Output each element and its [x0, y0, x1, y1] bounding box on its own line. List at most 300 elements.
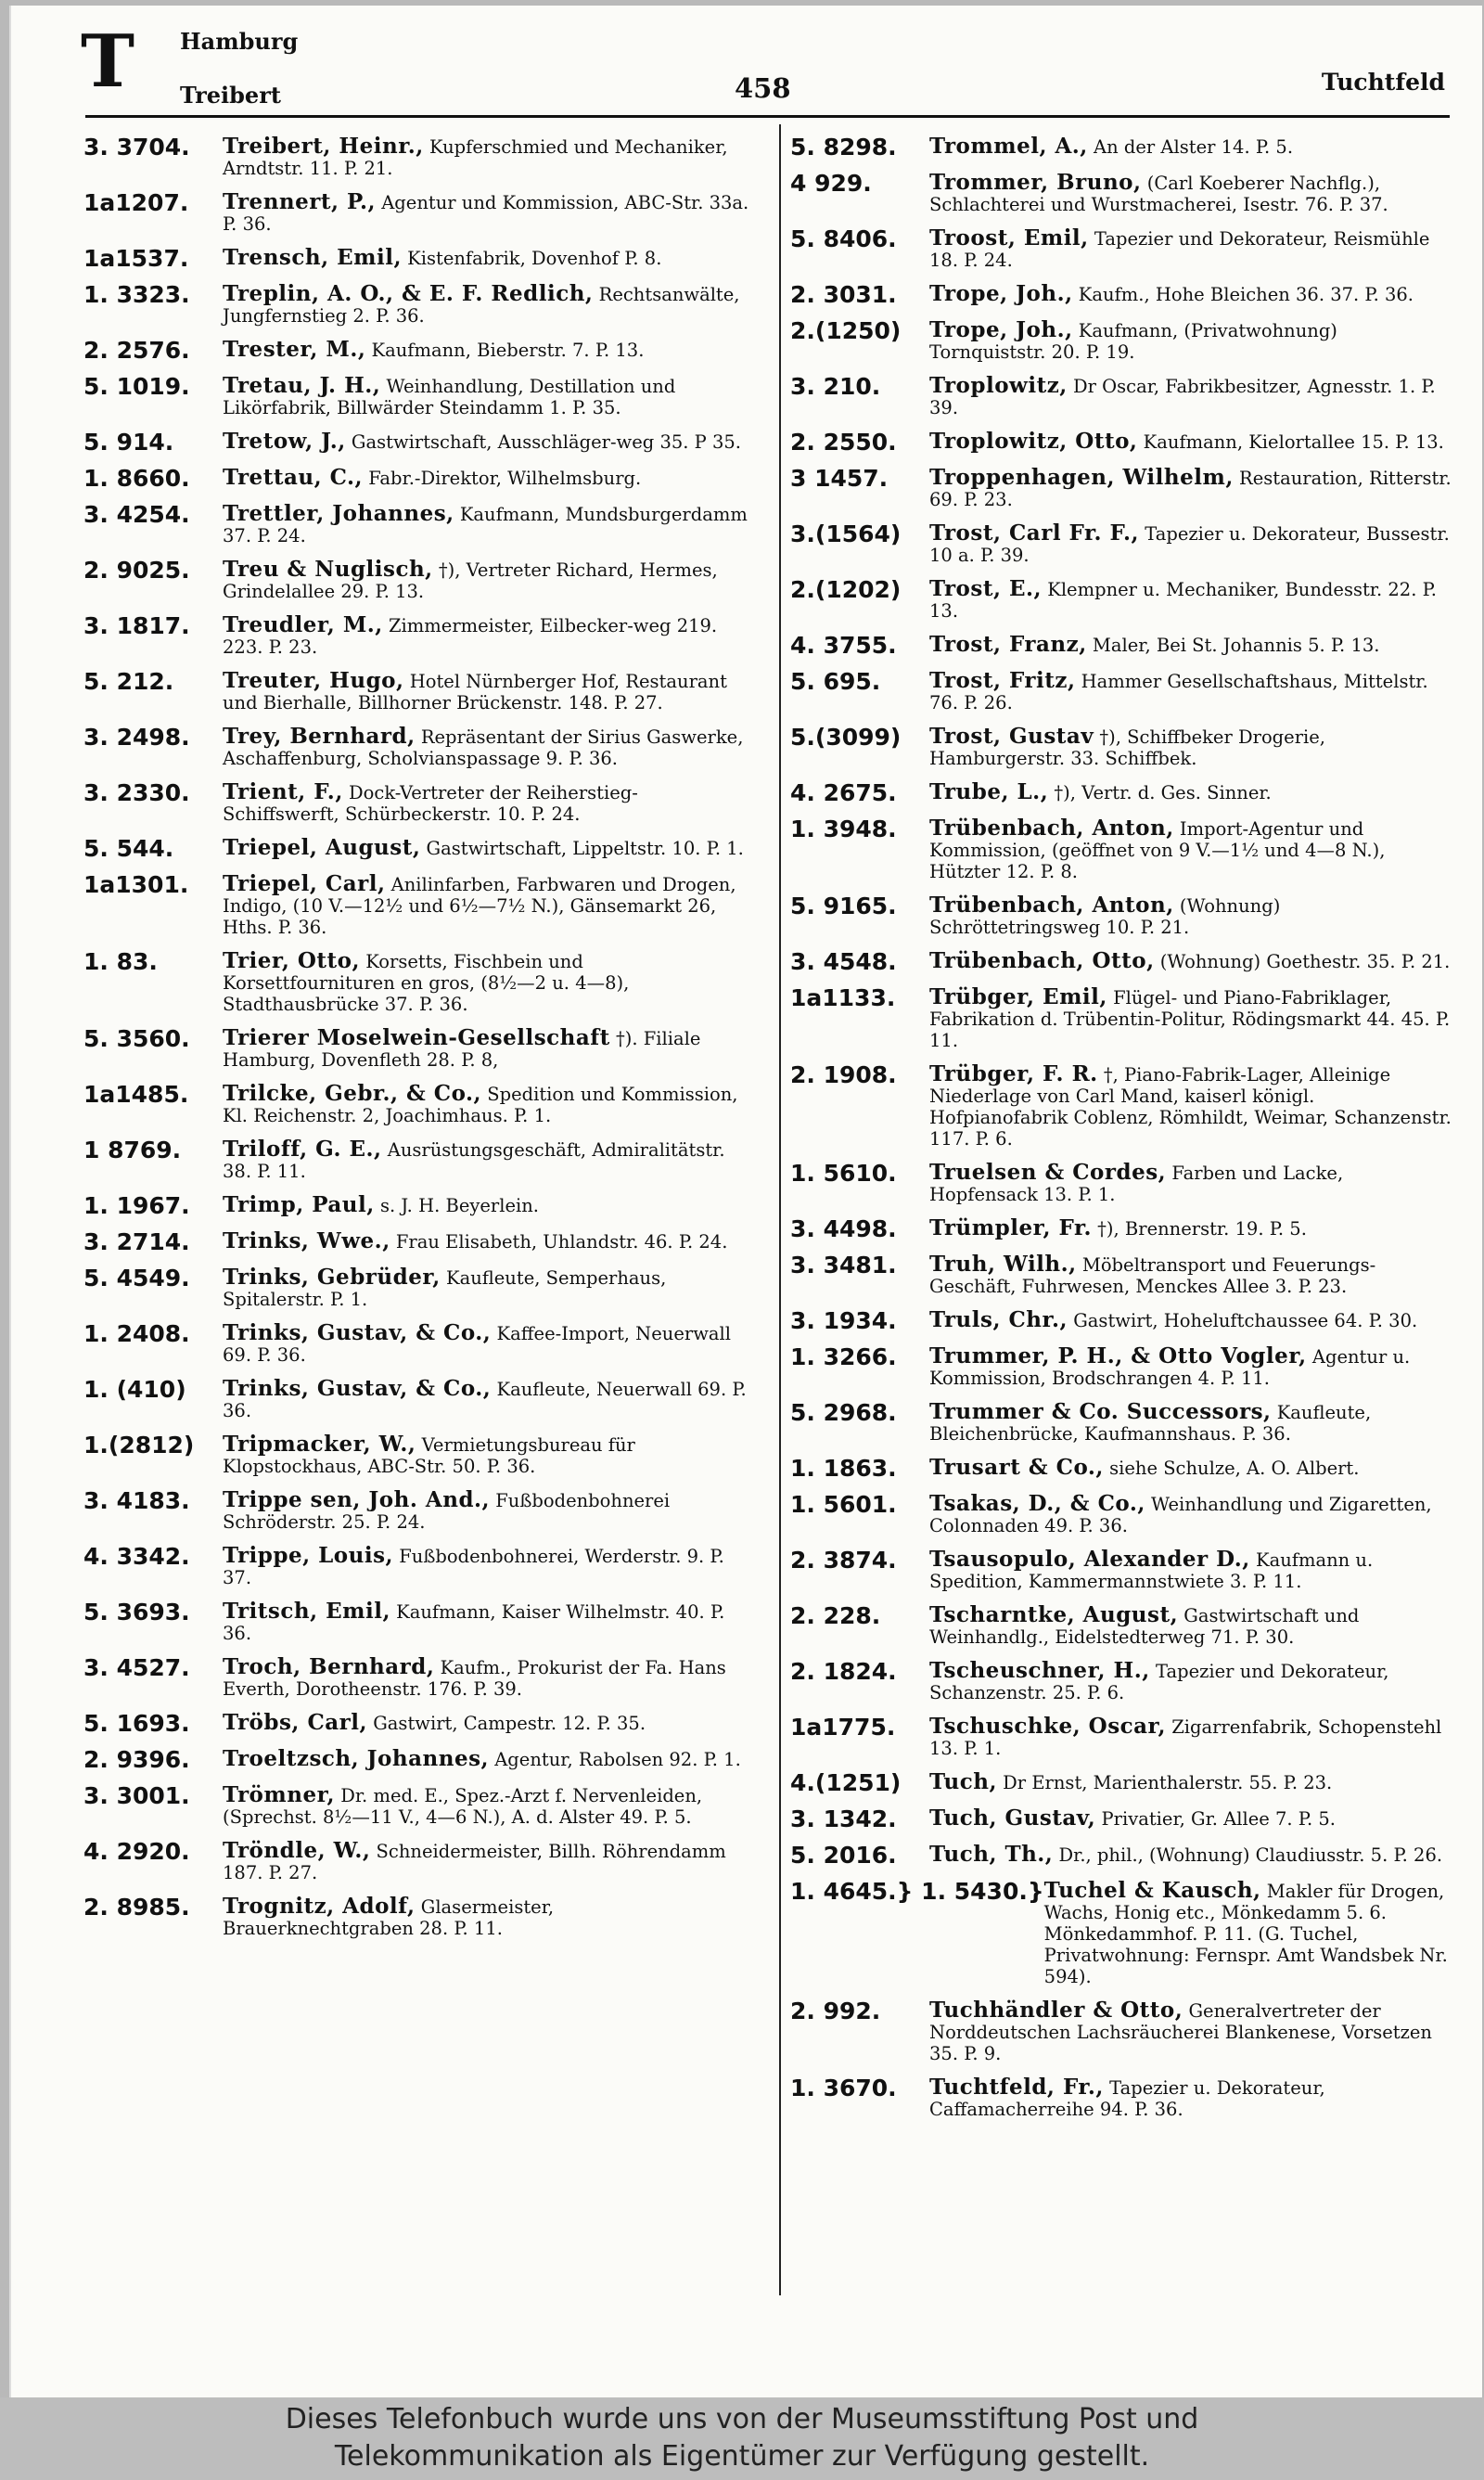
phone-number: 4. 2675. [790, 779, 897, 806]
directory-entry [83, 1712, 749, 1736]
phone-number: 1. 83. [83, 948, 158, 975]
directory-entry [790, 1457, 1456, 1481]
directory-entry [83, 375, 749, 418]
subscriber-name: Troppenhagen, Wilhelm, [929, 465, 1234, 490]
phone-number: 1. 5601. [790, 1491, 897, 1518]
subscriber-name: Trippe, Louis, [223, 1543, 394, 1568]
subscriber-name: Trippe sen, Joh. And., [223, 1487, 491, 1512]
entry-text [223, 339, 749, 361]
subscriber-name: Troost, Emil, [929, 225, 1089, 251]
phone-number: 3. 2498. [83, 724, 190, 751]
subscriber-name: Trinks, Gustav, & Co., [223, 1320, 492, 1345]
entry-text [223, 837, 749, 859]
phone-number: 2. 9396. [83, 1746, 190, 1773]
entry-text [223, 1230, 749, 1253]
directory-entry [83, 1378, 749, 1421]
subscriber-name: Tsakas, D., & Co., [929, 1491, 1145, 1516]
directory-entry [83, 1489, 749, 1533]
subscriber-details: Gastwirtschaft und Weinhandlg., Eidelstedterweg 71. P. 30. [929, 1605, 1360, 1648]
phone-number: 3. 4498. [790, 1215, 897, 1242]
subscriber-details: Tapezier u. Dekorateur, Bussestr. 10 a. P. 39. [929, 523, 1450, 566]
phone-number: 3.(1564) [790, 520, 902, 547]
subscriber-details: siehe Schulze, A. O. Albert. [1103, 1458, 1360, 1479]
entry-text [929, 1457, 1456, 1479]
entry-text [929, 283, 1456, 305]
directory-entry [790, 817, 1456, 882]
directory-entry [790, 578, 1456, 622]
phone-number: 3. 4527. [83, 1654, 190, 1681]
subscriber-name: Trettler, Johannes, [223, 501, 454, 526]
phone-number: 1. 8660. [83, 465, 190, 492]
phone-number: 1 8769. [83, 1137, 182, 1163]
subscriber-details: Fabr.-Direktor, Wilhelmsburg. [363, 468, 642, 489]
subscriber-name: Trinks, Gebrüder, [223, 1265, 441, 1290]
last-entry-heading: Tuchtfeld [1321, 69, 1445, 96]
directory-entry [790, 2076, 1456, 2120]
subscriber-details: Dr Oscar, Fabrikbesitzer, Agnesstr. 1. P. 39. [929, 376, 1436, 418]
entry-text [929, 172, 1456, 215]
subscriber-details: Hotel Nürnberger Hof, Restaurant und Bierhalle, Billhorner Brückenstr. 148. P. 27. [223, 671, 727, 713]
subscriber-details: Vermietungsbureau für Klopstockhaus, ABC-Str. 50. P. 36. [223, 1434, 635, 1477]
entry-text [223, 135, 749, 179]
phone-number: 2. 992. [790, 1998, 881, 2024]
subscriber-details: Rechtsanwälte, Jungfernstieg 2. P. 36. [223, 284, 740, 327]
directory-entry [790, 1493, 1456, 1536]
entry-text [223, 1895, 749, 1939]
subscriber-details: †), Vertr. d. Ges. Sinner. [1048, 782, 1272, 803]
phone-number: 2. 3874. [790, 1547, 897, 1574]
subscriber-name: Trope, Joh., [929, 281, 1073, 306]
entry-text [223, 247, 749, 269]
entry-text [929, 522, 1456, 566]
entry-text [929, 227, 1456, 271]
phone-number: 4 929. [790, 170, 872, 197]
subscriber-details: Restauration, Ritterstr. 69. P. 23. [929, 468, 1452, 510]
subscriber-name: Truh, Wilh., [929, 1252, 1077, 1277]
phone-number: 3. 3481. [790, 1252, 897, 1279]
subscriber-details: Gastwirtschaft, Lippeltstr. 10. P. 1. [420, 838, 744, 859]
phone-number: 3. 2714. [83, 1228, 190, 1255]
directory-entry [790, 1660, 1456, 1703]
phone-number: 1. 1967. [83, 1192, 190, 1219]
subscriber-name: Trierer Moselwein-Gesellschaft [223, 1025, 610, 1050]
subscriber-name: Truls, Chr., [929, 1307, 1068, 1332]
subscriber-details: Zimmermeister, Eilbecker-weg 219. 223. P. 23. [223, 615, 718, 658]
subscriber-details: Farben und Lacke, Hopfensack 13. P. 1. [929, 1163, 1344, 1205]
subscriber-details: Kaufleute, Bleichenbrücke, Kaufmannshaus. P. 36. [929, 1402, 1372, 1445]
entry-text [929, 1309, 1456, 1331]
subscriber-name: Trusart & Co., [929, 1455, 1104, 1480]
entry-text [929, 670, 1456, 713]
footer-notice [0, 2397, 1484, 2480]
directory-entry [83, 1600, 749, 1644]
subscriber-name: Troeltzsch, Johannes, [223, 1746, 490, 1771]
subscriber-details: Zigarrenfabrik, Schopenstehl 13. P. 1. [929, 1716, 1442, 1759]
entry-text [929, 986, 1456, 1051]
subscriber-name: Trübger, F. R. [929, 1061, 1098, 1086]
subscriber-name: Truelsen & Cordes, [929, 1160, 1167, 1185]
directory-entry [790, 172, 1456, 215]
directory-entry [83, 1545, 749, 1588]
phone-number: 1.(2812) [83, 1432, 195, 1458]
entry-text [223, 670, 749, 713]
subscriber-name: Tuchel & Kausch, [1043, 1878, 1261, 1903]
entry-text [929, 1548, 1456, 1592]
phone-number: 3 1457. [790, 465, 889, 492]
subscriber-details: Kistenfabrik, Dovenhof P. 8. [401, 248, 662, 269]
phone-number: 1. 3266. [790, 1343, 897, 1370]
directory-entry [83, 1194, 749, 1218]
directory-entry [83, 1895, 749, 1939]
subscriber-name: Treplin, A. O., & E. F. Redlich, [223, 281, 594, 306]
directory-entry [790, 670, 1456, 713]
entry-text [223, 1656, 749, 1700]
subscriber-details: Schneidermeister, Billh. Röhrendamm 187. P. 27. [223, 1841, 726, 1883]
subscriber-name: Treibert, Heinr., [223, 134, 424, 159]
subscriber-details: †). Filiale Hamburg, Dovenfleth 28. P. 8, [223, 1028, 701, 1071]
subscriber-name: Tuchtfeld, Fr., [929, 2075, 1104, 2100]
entry-text [223, 1027, 749, 1071]
directory-entry [790, 467, 1456, 510]
phone-number: 3. 4254. [83, 501, 190, 528]
subscriber-details: Frau Elisabeth, Uhlandstr. 46. P. 24. [390, 1231, 728, 1253]
entry-text [929, 375, 1456, 418]
subscriber-name: Tsausopulo, Alexander D., [929, 1547, 1250, 1572]
subscriber-name: Trübenbach, Anton, [929, 816, 1174, 841]
subscriber-name: Trummer & Co. Successors, [929, 1399, 1272, 1424]
subscriber-details: Fußbodenbohnerei Schröderstr. 25. P. 24. [223, 1490, 671, 1533]
subscriber-details: Kaufleute, Neuerwall 69. P. 36. [223, 1379, 747, 1421]
footer-line-1: Dieses Telefonbuch wurde uns von der Museumsstiftung Post und [285, 2403, 1199, 2435]
directory-entry [83, 191, 749, 235]
directory-entry [790, 283, 1456, 307]
subscriber-name: Trommel, A., [929, 134, 1088, 159]
phone-number: 3. 1342. [790, 1805, 897, 1832]
phone-number: 2.(1250) [790, 317, 902, 344]
phone-number: 1. 1863. [790, 1455, 897, 1482]
directory-entry [790, 781, 1456, 805]
entry-text [223, 1545, 749, 1588]
subscriber-name: Treu & Nuglisch, [223, 557, 433, 582]
directory-entry [83, 1840, 749, 1883]
subscriber-name: Trümpler, Fr. [929, 1215, 1092, 1240]
entry-text [929, 634, 1456, 656]
entry-text [223, 1194, 749, 1216]
entry-text [223, 1489, 749, 1533]
subscriber-details: Glasermeister, Brauerknechtgraben 28. P. 11. [223, 1896, 555, 1939]
phone-number: 2. 1824. [790, 1658, 897, 1685]
phone-number: 5. 2968. [790, 1399, 897, 1426]
subscriber-name: Trost, Franz, [929, 632, 1087, 657]
entry-text [929, 726, 1456, 769]
phone-number: 4.(1251) [790, 1769, 902, 1796]
entry-text [223, 1266, 749, 1310]
directory-entry [83, 1266, 749, 1310]
subscriber-name: Trömner, [223, 1782, 336, 1807]
phone-number: 3. 1934. [790, 1307, 897, 1334]
directory-entry [83, 467, 749, 491]
subscriber-details: Tapezier und Dekorateur, Reismühle 18. P. 24. [929, 228, 1430, 271]
subscriber-details: Fußbodenbohnerei, Werderstr. 9. P. 37. [223, 1546, 724, 1588]
entry-text [929, 1660, 1456, 1703]
subscriber-name: Triloff, G. E., [223, 1137, 382, 1162]
entry-text [929, 1493, 1456, 1536]
entry-text [223, 726, 749, 769]
phone-number: 5. 9165. [790, 893, 897, 919]
directory-entry [790, 1807, 1456, 1831]
subscriber-name: Trinks, Gustav, & Co., [223, 1376, 492, 1401]
directory-entry [790, 1880, 1456, 1987]
subscriber-details: (Wohnung) Schröttetringsweg 10. P. 21. [929, 895, 1281, 938]
phone-number: 3. 4183. [83, 1487, 190, 1514]
subscriber-name: Tuch, Th., [929, 1842, 1054, 1867]
phone-number: 2. 1908. [790, 1061, 897, 1088]
entry-text [929, 781, 1456, 803]
subscriber-details: Kaufmann, Kielortallee 15. P. 13. [1137, 431, 1444, 453]
subscriber-details: Generalvertreter der Norddeutschen Lachsräucherei Blankenese, Vorsetzen 35. P. 9. [929, 2000, 1432, 2064]
phone-number: 5. 4549. [83, 1265, 190, 1291]
subscriber-details: Kaufmann u. Spedition, Kammermannstwiete 3. P. 11. [929, 1549, 1374, 1592]
city-heading: Hamburg [180, 28, 299, 55]
subscriber-name: Trummer, P. H., & Otto Vogler, [929, 1343, 1307, 1368]
subscriber-details: Weinhandlung und Zigaretten, Colonnaden 49. P. 36. [929, 1494, 1432, 1536]
subscriber-details: Dr., phil., (Wohnung) Claudiusstr. 5. P. 26. [1053, 1844, 1443, 1866]
subscriber-details: Ausrüstungsgeschäft, Admiralitätstr. 38. P. 11. [223, 1139, 725, 1182]
entry-text [929, 817, 1456, 882]
phone-number: 2. 8985. [83, 1894, 190, 1921]
subscriber-name: Trilcke, Gebr., & Co., [223, 1081, 482, 1106]
directory-entry [790, 1253, 1456, 1297]
directory-entry [83, 781, 749, 825]
subscriber-details: Gastwirtschaft, Ausschläger-weg 35. P 35. [345, 431, 741, 453]
entry-text [929, 950, 1456, 972]
phone-number: 4. 3755. [790, 632, 897, 659]
entry-text [929, 1401, 1456, 1445]
directory-entry [790, 986, 1456, 1051]
entry-text [929, 430, 1456, 453]
entry-text [223, 1600, 749, 1644]
phone-number: 2. 9025. [83, 557, 190, 584]
directory-entry [83, 950, 749, 1015]
entry-text [223, 430, 749, 453]
entry-text [223, 375, 749, 418]
subscriber-name: Trettau, C., [223, 465, 363, 490]
subscriber-name: Tretow, J., [223, 429, 346, 454]
directory-entry [83, 1230, 749, 1254]
subscriber-details: Kupferschmied und Mechaniker, Arndtstr. 11. P. 21. [223, 136, 728, 179]
page-number: 458 [735, 72, 791, 104]
directory-entry [790, 1999, 1456, 2064]
subscriber-name: Tritsch, Emil, [223, 1599, 390, 1624]
subscriber-details: Kaufmann, Kaiser Wilhelmstr. 40. P. 36. [223, 1601, 725, 1644]
subscriber-details: †, Piano-Fabrik-Lager, Alleinige Niederlage von Carl Mand, kaiserl königl. Hofpianofabrik Coblenz, Römhildt, Weimar, Schanzenstr. 117. P. 6. [929, 1064, 1452, 1150]
directory-entry [790, 227, 1456, 271]
entry-text [929, 1999, 1456, 2064]
directory-entry [790, 1548, 1456, 1592]
phone-number: 5. 8406. [790, 225, 897, 252]
subscriber-details: †), Brennerstr. 19. P. 5. [1091, 1218, 1307, 1240]
phone-number: 1. 2408. [83, 1320, 190, 1347]
subscriber-details: Gastwirt, Hoheluftchaussee 64. P. 30. [1068, 1310, 1418, 1331]
directory-entry [790, 319, 1456, 363]
subscriber-name: Trost, Carl Fr. F., [929, 520, 1140, 546]
directory-entry [83, 1656, 749, 1700]
directory-entry [83, 614, 749, 658]
footer-line-2: Telekommunikation als Eigentümer zur Verfügung gestellt. [334, 2440, 1150, 2473]
subscriber-details: Gastwirt, Campestr. 12. P. 35. [367, 1713, 646, 1734]
subscriber-name: Tröndle, W., [223, 1838, 371, 1863]
subscriber-details: Agentur, Rabolsen 92. P. 1. [489, 1749, 741, 1770]
entry-text [223, 1138, 749, 1182]
subscriber-name: Tuch, [929, 1769, 997, 1794]
header-rule [85, 115, 1450, 118]
subscriber-details: Maler, Bei St. Johannis 5. P. 13. [1086, 635, 1380, 656]
subscriber-name: Trey, Bernhard, [223, 724, 416, 749]
subscriber-details: Dr Ernst, Marienthalerstr. 55. P. 23. [996, 1772, 1333, 1793]
subscriber-name: Treudler, M., [223, 612, 383, 637]
entry-text [223, 467, 749, 489]
entry-text [929, 1345, 1456, 1389]
entry-text [929, 1715, 1456, 1759]
entry-text [223, 1083, 749, 1126]
column-divider [779, 124, 781, 2295]
subscriber-name: Tretau, J. H., [223, 373, 381, 398]
subscriber-name: Troplowitz, [929, 373, 1068, 398]
phone-number: 1a1537. [83, 245, 189, 272]
entry-text [223, 614, 749, 658]
phone-number: 5. 914. [83, 429, 174, 456]
phone-number: 1a1301. [83, 871, 189, 898]
directory-entry [83, 339, 749, 363]
subscriber-details: An der Alster 14. P. 5. [1087, 136, 1294, 158]
entry-text [1044, 1880, 1456, 1987]
left-column [83, 135, 749, 1951]
directory-entry [790, 1345, 1456, 1389]
subscriber-name: Treuter, Hugo, [223, 668, 404, 693]
entry-text [223, 559, 749, 602]
directory-entry [83, 1784, 749, 1828]
phone-number: 5. 3693. [83, 1599, 190, 1625]
subscriber-details: Spedition und Kommission, Kl. Reichenstr. 2, Joachimhaus. P. 1. [223, 1084, 738, 1126]
phone-number: 5. 1693. [83, 1710, 190, 1737]
phone-number: 5. 1019. [83, 373, 190, 400]
phone-number: 5. 212. [83, 668, 174, 695]
subscriber-details: Weinhandlung, Destillation und Likörfabrik, Billwärder Steindamm 1. P. 35. [223, 376, 676, 418]
subscriber-name: Trübenbach, Otto, [929, 948, 1155, 973]
directory-entry [790, 1217, 1456, 1241]
right-column [790, 135, 1456, 2132]
subscriber-name: Troch, Bernhard, [223, 1654, 435, 1679]
subscriber-details: Klempner u. Mechaniker, Bundesstr. 22. P. 13. [929, 579, 1437, 622]
subscriber-name: Trester, M., [223, 337, 366, 362]
section-letter: T [81, 19, 135, 104]
directory-entry [790, 1401, 1456, 1445]
subscriber-name: Trognitz, Adolf, [223, 1894, 416, 1919]
subscriber-details: Repräsentant der Sirius Gaswerke, Aschaffenburg, Scholvianspassage 9. P. 36. [223, 726, 744, 769]
subscriber-details: Kaufmann, Mundsburgerdamm 37. P. 24. [223, 504, 748, 546]
phone-number: 4. 2920. [83, 1838, 190, 1865]
directory-entry [790, 894, 1456, 938]
subscriber-details: †), Vertreter Richard, Hermes, Grindelallee 29. P. 13. [223, 559, 718, 602]
subscriber-details: Tapezier u. Dekorateur, Caffamacherreihe 94. P. 36. [929, 2077, 1325, 2120]
subscriber-details: Kaufm., Prokurist der Fa. Hans Everth, Dorotheenstr. 176. P. 39. [223, 1657, 726, 1700]
phone-number: 3. 210. [790, 373, 881, 400]
subscriber-name: Triepel, Carl, [223, 871, 386, 896]
phone-number: 1. (410) [83, 1376, 186, 1403]
entry-text [223, 283, 749, 327]
phone-number: 1a1133. [790, 984, 896, 1011]
entry-text [929, 1604, 1456, 1648]
directory-entry [83, 283, 749, 327]
subscriber-details: Import-Agentur und Kommission, (geöffnet von 9 V.—1½ und 4—8 N.), Hützter 12. P. 8. [929, 818, 1386, 882]
phone-number: 2.(1202) [790, 576, 902, 603]
directory-entry [790, 1309, 1456, 1333]
directory-entry [83, 559, 749, 602]
entry-text [929, 319, 1456, 363]
directory-entry [83, 1748, 749, 1772]
subscriber-name: Trost, E., [929, 576, 1043, 601]
phone-number: 3. 1817. [83, 612, 190, 639]
subscriber-details: Kaffee-Import, Neuerwall 69. P. 36. [223, 1323, 731, 1366]
directory-entry [790, 1162, 1456, 1205]
phone-number: 5. 8298. [790, 134, 897, 161]
directory-entry [790, 1604, 1456, 1648]
subscriber-details: Anilinfarben, Farbwaren und Drogen, Indigo, (10 V.—12½ und 6½—7½ N.), Gänsemarkt 26, Hths. P. 36. [223, 874, 736, 938]
subscriber-name: Trimp, Paul, [223, 1192, 375, 1217]
phone-number: 5. 695. [790, 668, 881, 695]
subscriber-name: Trennert, P., [223, 189, 377, 214]
entry-text [223, 781, 749, 825]
directory-entry [83, 873, 749, 938]
phone-number: 3. 2330. [83, 779, 190, 806]
directory-entry [83, 837, 749, 861]
directory-entry [790, 135, 1456, 160]
phone-number: 2. 2550. [790, 429, 897, 456]
subscriber-name: Trier, Otto, [223, 948, 361, 973]
phone-number: 3. 3001. [83, 1782, 190, 1809]
directory-entry [83, 1138, 749, 1182]
entry-text [929, 1162, 1456, 1205]
phone-number: 1. 3323. [83, 281, 190, 308]
entry-text [929, 1217, 1456, 1240]
phone-number: 1. 5610. [790, 1160, 897, 1187]
directory-entry [83, 1027, 749, 1071]
subscriber-details: †), Schiffbeker Drogerie, Hamburgerstr. 33. Schiffbek. [929, 726, 1325, 769]
subscriber-name: Trost, Fritz, [929, 668, 1076, 693]
directory-entry [83, 247, 749, 271]
subscriber-name: Trube, L., [929, 779, 1049, 804]
directory-entry [83, 726, 749, 769]
subscriber-details: Kaufmann, Bieberstr. 7. P. 13. [365, 340, 645, 361]
subscriber-name: Trensch, Emil, [223, 245, 402, 270]
entry-text [223, 1712, 749, 1734]
directory-entry [790, 375, 1456, 418]
subscriber-details: Dr. med. E., Spez.-Arzt f. Nervenleiden, (Sprechst. 8½—11 V., 4—6 N.), A. d. Alster 49. P. 5. [223, 1785, 703, 1828]
phone-number: 3. 3704. [83, 134, 190, 161]
subscriber-name: Tröbs, Carl, [223, 1710, 368, 1735]
subscriber-name: Tschuschke, Oscar, [929, 1714, 1167, 1739]
entry-text [929, 578, 1456, 622]
phone-number: 2. 2576. [83, 337, 190, 364]
subscriber-details: Kaufleute, Semperhaus, Spitalerstr. P. 1. [223, 1267, 667, 1310]
entry-text [929, 2076, 1456, 2120]
subscriber-details: (Wohnung) Goethestr. 35. P. 21. [1154, 951, 1451, 972]
directory-entry [790, 634, 1456, 658]
directory-entry [83, 1433, 749, 1477]
directory-entry [83, 430, 749, 455]
entry-text [223, 1433, 749, 1477]
subscriber-name: Trübger, Emil, [929, 984, 1107, 1009]
